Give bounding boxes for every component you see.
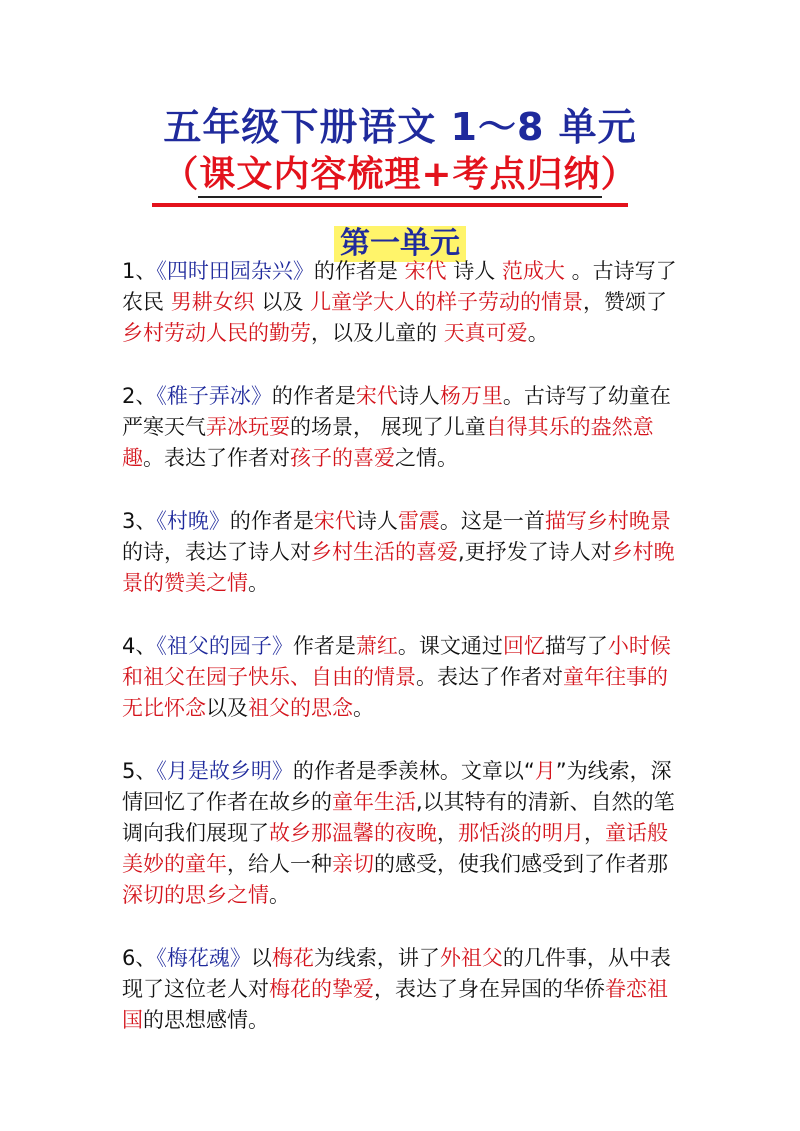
- text-keypoint: 宋代: [313, 509, 356, 533]
- text-segment: 。: [269, 883, 290, 907]
- text-title: 《梅花魂》: [156, 946, 251, 970]
- text-segment: 诗人: [446, 259, 502, 283]
- text-keypoint: 亲切: [332, 852, 374, 876]
- text-segment: 的场景， 展现了儿童: [290, 415, 486, 439]
- list-item: [122, 506, 684, 599]
- text-segment: 描写了: [544, 634, 608, 658]
- text-segment: 为线索，讲了: [313, 946, 440, 970]
- text-keypoint: 描写乡村晚景: [544, 509, 671, 533]
- text-keypoint: 弄冰玩耍: [206, 415, 290, 439]
- text-segment: ，: [437, 821, 458, 845]
- text-segment: 诗人: [355, 509, 398, 533]
- text-segment: 2、: [122, 384, 157, 408]
- text-segment: 5、: [122, 759, 157, 783]
- text-keypoint: 萧红: [355, 634, 398, 658]
- text-keypoint: 梅花: [271, 946, 314, 970]
- text-segment: ，表达了身在异国的华侨: [374, 977, 605, 1001]
- text-segment: ，以及儿童的: [311, 321, 444, 345]
- text-segment: ,以其特有的清新、自然的笔调向我们展现了: [122, 790, 675, 845]
- text-keypoint: 乡村生活的喜爱: [311, 540, 458, 564]
- text-keypoint: 男耕女织: [170, 290, 255, 314]
- text-keypoint: 童年往事的无比怀念: [122, 665, 668, 720]
- text-keypoint: 范成大: [501, 259, 565, 283]
- text-segment: 作者是: [292, 634, 356, 658]
- text-title: 《祖父的园子》: [156, 634, 293, 658]
- text-keypoint: 祖父的思念: [248, 696, 353, 720]
- text-segment: 。这是一首: [439, 509, 545, 533]
- text-keypoint: 童话般美妙的童年: [122, 821, 668, 876]
- text-keypoint: 自得其乐的盎然意趣: [122, 415, 654, 470]
- text-keypoint: 那恬淡的明月: [458, 821, 584, 845]
- text-segment: 。: [248, 571, 269, 595]
- page-title: 五年级下册语文 1～8 单元: [163, 105, 637, 149]
- text-segment: 1、: [122, 259, 157, 283]
- content-list: [122, 256, 684, 1068]
- text-keypoint: 童年生活: [332, 790, 416, 814]
- title-divider-red: [152, 203, 628, 207]
- text-segment: 的作者是: [313, 259, 405, 283]
- text-keypoint: 乡村劳动人民的勤劳: [122, 321, 311, 345]
- text-keypoint: 眷恋祖国: [122, 977, 668, 1032]
- text-segment: 3、: [122, 509, 157, 533]
- text-title: 《月是故乡明》: [156, 759, 293, 783]
- unit-heading: 第一单元: [334, 226, 466, 262]
- text-segment: 之情。: [395, 446, 458, 470]
- text-keypoint: 儿童学大人的样子劳动的情景: [310, 290, 584, 314]
- text-title: 《村晚》: [156, 509, 230, 533]
- text-segment: 。古诗写了农民: [122, 259, 677, 314]
- text-segment: ,更抒发了诗人对: [458, 540, 612, 564]
- text-segment: ，赞颂了: [583, 290, 668, 314]
- text-keypoint: 乡村晚景的赞美之情: [122, 540, 675, 595]
- text-keypoint: 深切的思乡之情: [122, 883, 269, 907]
- text-keypoint: 故乡那温馨的夜晚: [269, 821, 437, 845]
- list-item: [122, 943, 684, 1036]
- text-segment: 的诗，表达了诗人对: [122, 540, 311, 564]
- text-keypoint: 月: [534, 759, 556, 783]
- text-segment: 。表达了作者对: [416, 665, 563, 689]
- text-title: 《稚子弄冰》: [156, 384, 272, 408]
- text-segment: 。: [353, 696, 374, 720]
- text-keypoint: 梅花的挚爱: [269, 977, 374, 1001]
- text-segment: 。古诗写了幼童在严寒天气: [122, 384, 671, 439]
- text-keypoint: 雷震: [397, 509, 440, 533]
- text-keypoint: 小时候和祖父在园子快乐、自由的情景: [122, 634, 671, 689]
- text-keypoint: 天真可爱: [443, 321, 528, 345]
- text-segment: 的作者是季羡林。文章以“: [292, 759, 535, 783]
- text-segment: 以及: [206, 696, 248, 720]
- text-title: 《四时田园杂兴》: [156, 259, 314, 283]
- text-segment: 。: [527, 321, 549, 345]
- text-segment: 的几件事，从中表现了这位老人对: [122, 946, 671, 1001]
- text-segment: 以及: [254, 290, 311, 314]
- text-keypoint: 宋代: [355, 384, 398, 408]
- list-item: [122, 256, 684, 349]
- list-item: [122, 631, 684, 724]
- text-segment: ，给人一种: [227, 852, 332, 876]
- text-keypoint: 回忆: [502, 634, 545, 658]
- text-segment: 4、: [122, 634, 157, 658]
- text-segment: ”为线索，深情回忆了作者在故乡的: [122, 759, 672, 814]
- text-keypoint: 宋代: [404, 259, 447, 283]
- text-segment: 以: [250, 946, 272, 970]
- text-segment: 6、: [122, 946, 157, 970]
- list-item: [122, 381, 684, 474]
- text-keypoint: 外祖父: [439, 946, 503, 970]
- text-keypoint: 杨万里: [439, 384, 503, 408]
- text-segment: 的感受，使我们感受到了作者那: [374, 852, 668, 876]
- page-subtitle: （课文内容梳理+考点归纳）: [162, 154, 638, 195]
- text-segment: 的作者是: [271, 384, 356, 408]
- text-segment: 的作者是: [229, 509, 314, 533]
- text-segment: 。表达了作者对: [143, 446, 290, 470]
- text-segment: 诗人: [397, 384, 440, 408]
- text-segment: 的思想感情。: [143, 1008, 269, 1032]
- title-divider-thin: [198, 196, 602, 198]
- text-keypoint: 孩子的喜爱: [290, 446, 395, 470]
- text-segment: ，: [584, 821, 605, 845]
- text-segment: 。课文通过: [397, 634, 503, 658]
- list-item: [122, 756, 684, 911]
